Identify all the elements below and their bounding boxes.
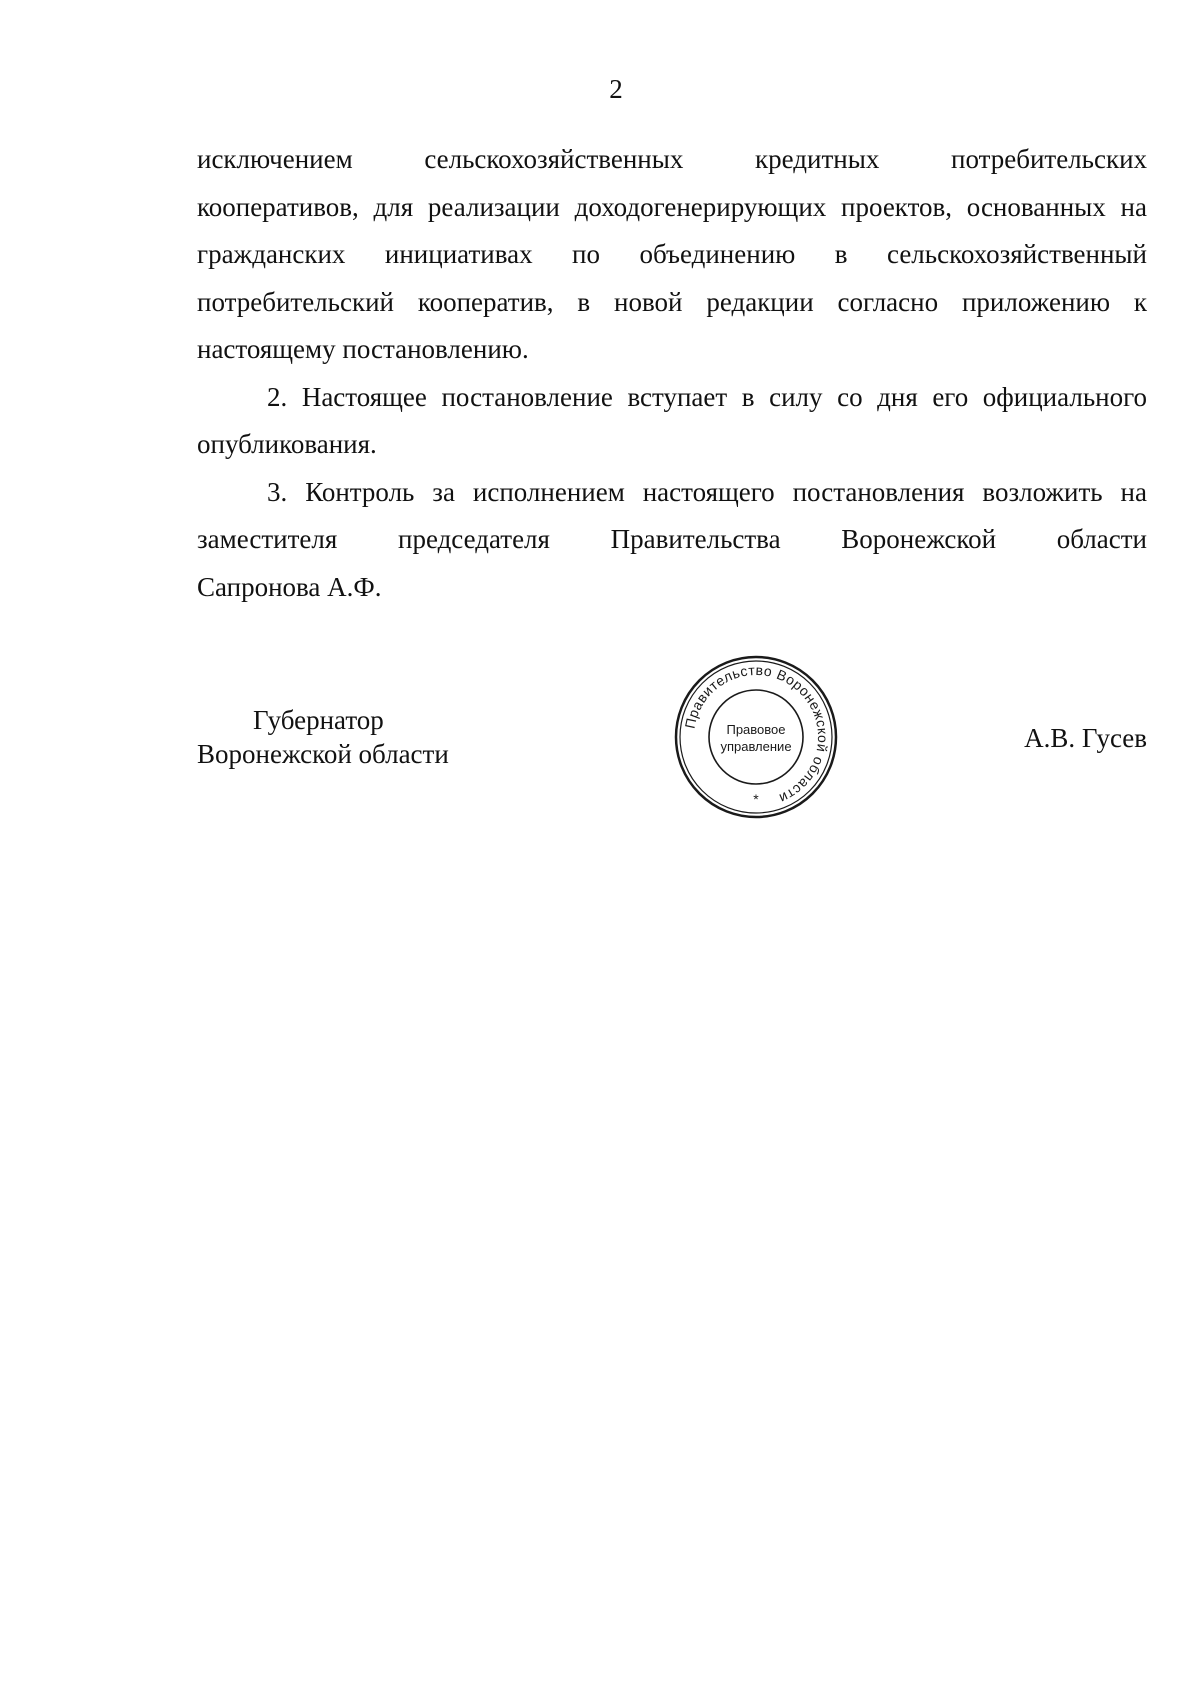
paragraph-1 [197, 136, 1147, 374]
seal-center-line-2: управление [720, 739, 792, 754]
paragraph-3-line-1: 3. Контроль за исполнением настоящего постановления возложить на [267, 476, 1147, 507]
paragraph-2-line-1: 2. Настоящее постановление вступает в силу со дня его официального [267, 381, 1147, 412]
signatory-position: Губернатор [253, 705, 384, 735]
seal-graphic [673, 654, 839, 820]
word: кредитных [755, 144, 880, 174]
signatory-title [197, 703, 449, 771]
paragraph-1-line-2: кооперативов, для реализации доходогенерирующих проектов, основанных на [197, 191, 1147, 222]
official-seal [673, 654, 839, 820]
paragraph-1-line-4: потребительский кооператив, в новой редакции согласно приложению к [197, 286, 1147, 317]
paragraph-1-line-1 [197, 136, 1147, 184]
paragraph-3 [197, 469, 1147, 612]
paragraph-2-line-2: опубликования. [197, 429, 377, 459]
paragraph-1-line-5: настоящему постановлению. [197, 334, 529, 364]
seal-inner-ring [709, 690, 803, 784]
signatory-name: А.В. Гусев [1024, 723, 1147, 753]
seal-ring-textpath: Правительство Воронежской области [681, 661, 832, 807]
page-number: 2 [609, 74, 623, 104]
word: исключением [197, 144, 353, 174]
word: сельскохозяйственных [424, 144, 684, 174]
signatory-region: Воронежской области [197, 739, 449, 769]
paragraph-3-line-3: Сапронова А.Ф. [197, 571, 382, 602]
seal-star: * [753, 791, 759, 807]
document-body [197, 136, 1147, 611]
word: потребительских [951, 144, 1148, 174]
paragraph-1-line-3: гражданских инициативах по объединению в сельскохозяйственный [197, 239, 1147, 269]
paragraph-2 [197, 374, 1147, 469]
seal-center-line-1: Правовое [726, 722, 786, 737]
paragraph-3-line-2: заместителя председателя Правительства Воронежской области [197, 524, 1147, 554]
